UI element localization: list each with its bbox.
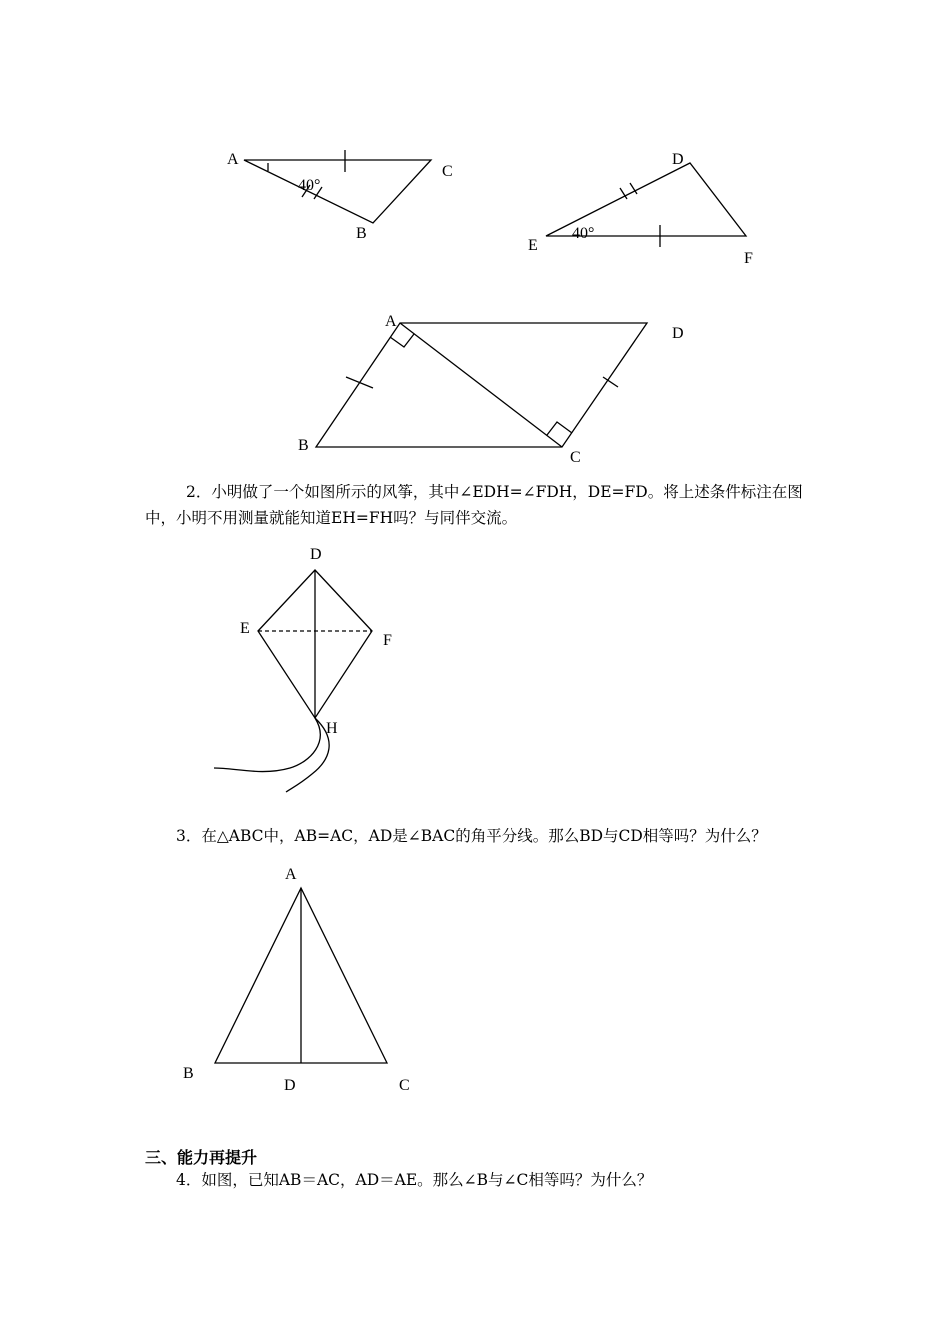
problem-2-line-2: 中，小明不用测量就能知道EH=FH吗？与同伴交流。	[145, 509, 518, 527]
angle-label: 40°	[572, 225, 595, 242]
problem-3-text: 3．在△ABC中，AB=AC，AD是∠BAC的角平分线。那么BD与CD相等吗？为什么？	[176, 827, 767, 845]
label-d: D	[310, 546, 322, 563]
label-a: A	[227, 151, 239, 168]
label-h: H	[326, 720, 338, 737]
problem-2-line-1: 2．小明做了一个如图所示的风筝，其中∠EDH=∠FDH，DE=FD。将上述条件标注在图	[186, 483, 803, 501]
problem-4-text: 4．如图，已知AB＝AC，AD＝AE。那么∠B与∠C相等吗？为什么？	[176, 1171, 653, 1189]
section-heading: 三、能力再提升	[145, 1148, 258, 1167]
label-e: E	[240, 620, 250, 637]
label-d: D	[284, 1077, 296, 1094]
label-b: B	[356, 225, 367, 242]
label-a: A	[285, 866, 297, 883]
label-c: C	[442, 163, 453, 180]
label-a: A	[385, 313, 397, 330]
label-b: B	[298, 437, 309, 454]
label-d: D	[672, 151, 684, 168]
label-e: E	[528, 237, 538, 254]
angle-label: 40°	[298, 177, 321, 194]
label-c: C	[570, 449, 581, 466]
label-f: F	[744, 250, 753, 267]
label-f: F	[383, 632, 392, 649]
label-c: C	[399, 1077, 410, 1094]
label-b: B	[183, 1065, 194, 1082]
label-d: D	[672, 325, 684, 342]
